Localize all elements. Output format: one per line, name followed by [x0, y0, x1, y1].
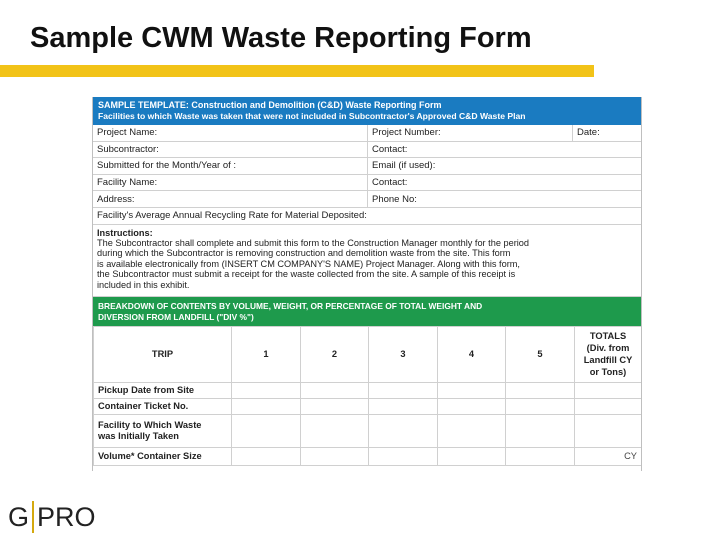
info-row-project: [93, 125, 641, 142]
table-row: [94, 382, 642, 398]
info-row-recycling: [93, 208, 641, 225]
address-field[interactable]: Address:: [93, 191, 368, 207]
totals-line: or Tons): [589, 367, 627, 378]
facility-taken-line: was Initially Taken: [98, 430, 179, 441]
table-cell[interactable]: [232, 382, 301, 398]
facility-taken-label: [94, 414, 232, 447]
table-cell[interactable]: [506, 414, 575, 447]
table-cell[interactable]: [575, 414, 642, 447]
facility-taken-line: Facility to Which Waste: [98, 419, 202, 430]
instructions-line: is available electronically from (INSERT CM COMPANY'S NAME) Project Manager. Along with this form,: [97, 258, 520, 269]
table-cell[interactable]: [506, 398, 575, 414]
table-cell[interactable]: [369, 382, 438, 398]
table-cell[interactable]: [232, 414, 301, 447]
instructions-line: included in this exhibit.: [97, 279, 190, 290]
project-name-field[interactable]: Project Name:: [93, 125, 368, 141]
totals-header: [575, 326, 642, 382]
table-cell[interactable]: [369, 398, 438, 414]
trip-header: TRIP: [94, 326, 232, 382]
table-cell[interactable]: [301, 398, 369, 414]
table-row: [94, 447, 642, 465]
totals-line: Landfill CY: [583, 355, 633, 366]
email-field[interactable]: Email (if used):: [372, 160, 436, 172]
date-field[interactable]: Date:: [572, 125, 641, 141]
breakdown-line-2: DIVERSION FROM LANDFILL ("DIV %"): [98, 311, 254, 322]
table-cell[interactable]: [232, 447, 301, 465]
trip-1-header: 1: [232, 326, 301, 382]
table-cell[interactable]: [369, 447, 438, 465]
table-cell[interactable]: [438, 414, 506, 447]
gpro-logo: [8, 500, 96, 534]
submitted-for-field[interactable]: Submitted for the Month/Year of :: [93, 158, 368, 174]
form-header-title: SAMPLE TEMPLATE: Construction and Demolition (C&D) Waste Reporting Form: [98, 100, 442, 110]
instructions-heading: Instructions:: [97, 227, 153, 238]
table-row: [94, 398, 642, 414]
instructions-block: [93, 225, 641, 297]
info-row-subcontractor: [93, 142, 641, 159]
info-row-address: [93, 191, 641, 208]
slide-title: Sample CWM Waste Reporting Form: [30, 22, 532, 54]
volume-label: Volume* Container Size: [94, 447, 232, 465]
form-header: [93, 97, 641, 125]
facility-name-field[interactable]: Facility Name:: [93, 175, 368, 191]
info-row-submitted: [93, 158, 641, 175]
table-cell[interactable]: [301, 414, 369, 447]
table-cell[interactable]: [575, 382, 642, 398]
form-header-subtitle: Facilities to which Waste was taken that were not included in Subcontractor's Approved C&D Waste Plan: [98, 111, 526, 121]
table-cell[interactable]: [438, 447, 506, 465]
table-cell[interactable]: [575, 398, 642, 414]
table-cell[interactable]: [506, 382, 575, 398]
volume-unit[interactable]: CY: [575, 447, 642, 465]
table-row: [94, 414, 642, 447]
container-ticket-label: Container Ticket No.: [94, 398, 232, 414]
trip-table: [93, 326, 642, 466]
recycling-rate-field[interactable]: Facility's Average Annual Recycling Rate for Material Deposited:: [97, 210, 367, 222]
instructions-line: The Subcontractor shall complete and submit this form to the Construction Manager monthly for the period: [97, 237, 530, 248]
totals-line: (Div. from: [586, 343, 630, 354]
trip-4-header: 4: [438, 326, 506, 382]
table-cell[interactable]: [438, 382, 506, 398]
table-cell[interactable]: [232, 398, 301, 414]
table-header-row: [94, 326, 642, 382]
table-cell[interactable]: [301, 382, 369, 398]
breakdown-line-1: BREAKDOWN OF CONTENTS BY VOLUME, WEIGHT, OR PERCENTAGE OF TOTAL WEIGHT AND: [98, 300, 483, 311]
title-accent-bar: [0, 65, 594, 77]
totals-line: TOTALS: [589, 331, 627, 342]
pickup-date-label: Pickup Date from Site: [94, 382, 232, 398]
info-row-facility: [93, 175, 641, 192]
breakdown-header: [93, 297, 641, 326]
logo-left: G: [8, 501, 30, 532]
table-cell[interactable]: [369, 414, 438, 447]
project-number-field[interactable]: Project Number:: [372, 127, 441, 139]
phone-field[interactable]: Phone No:: [372, 193, 417, 205]
trip-5-header: 5: [506, 326, 575, 382]
logo-divider: [32, 501, 34, 533]
waste-reporting-form: [92, 97, 642, 471]
table-cell[interactable]: [438, 398, 506, 414]
trip-3-header: 3: [369, 326, 438, 382]
table-cell[interactable]: [301, 447, 369, 465]
contact-field[interactable]: Contact:: [372, 143, 408, 155]
table-cell[interactable]: [506, 447, 575, 465]
instructions-line: during which the Subcontractor is removing construction and demolition waste from the site. This form: [97, 248, 511, 259]
instructions-line: the Subcontractor must submit a receipt for the waste collected from the site. A sample of this receipt is: [97, 269, 516, 280]
facility-contact-field[interactable]: Contact:: [372, 177, 408, 189]
logo-right: PRO: [37, 501, 96, 532]
trip-2-header: 2: [301, 326, 369, 382]
subcontractor-field[interactable]: Subcontractor:: [93, 142, 368, 158]
